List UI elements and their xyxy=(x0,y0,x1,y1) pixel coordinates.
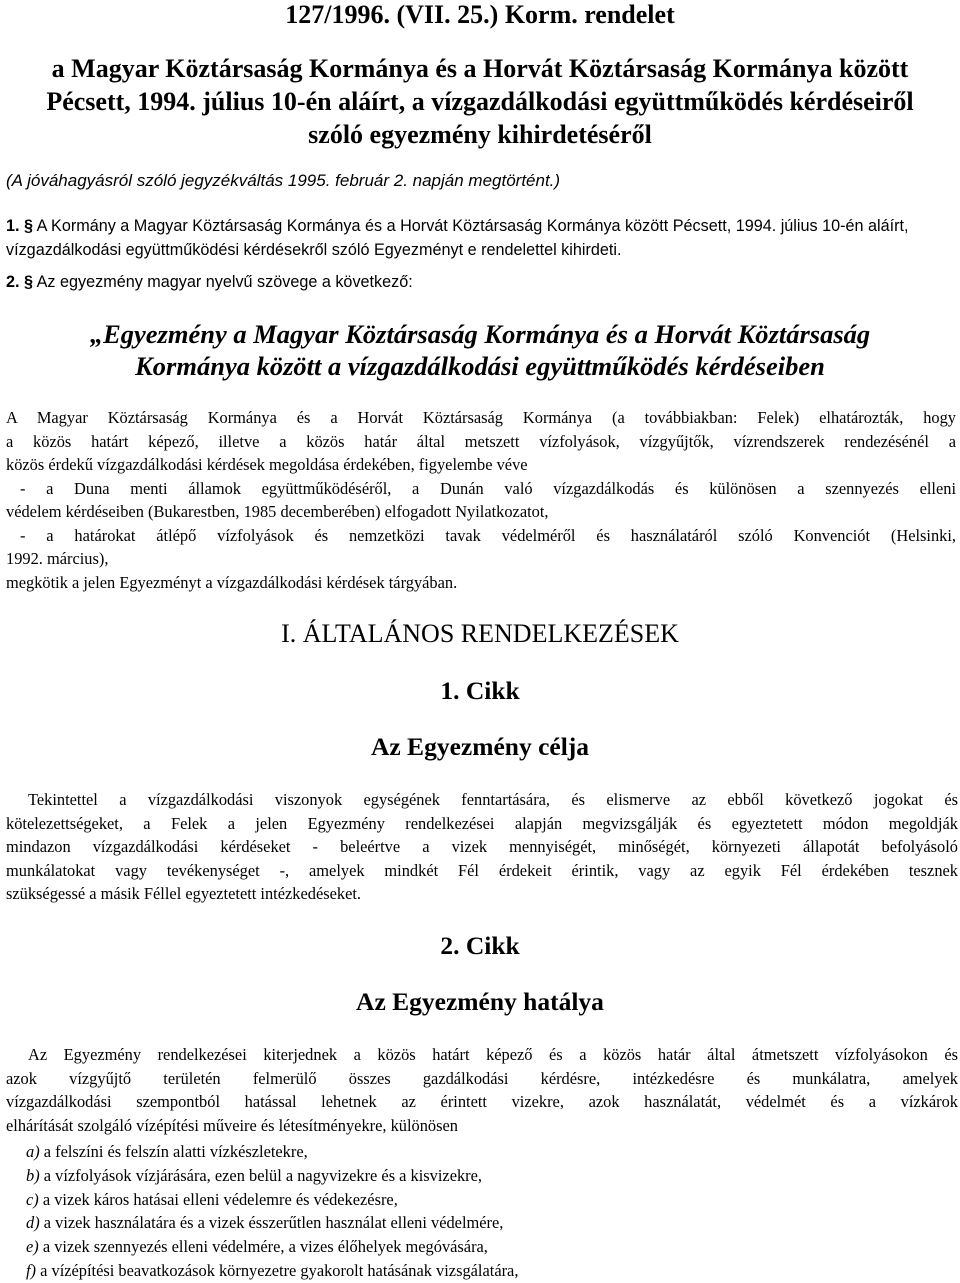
list-item xyxy=(26,1164,518,1188)
decree-title-line: szóló egyezmény kihirdetéséről xyxy=(308,120,652,149)
section-1-number: 1. § xyxy=(6,217,34,235)
decree-title-line: a Magyar Köztársaság Kormánya és a Horvát Köztársaság Kormánya között xyxy=(51,54,909,83)
article-1-line: mindazon vízgazdálkodási kérdéseket - beleértve a vizek mennyiségét, minőségét, környezeti állapotát befolyásoló xyxy=(6,837,958,856)
section-1-paragraph xyxy=(6,214,956,262)
section-2-text: Az egyezmény magyar nyelvű szövege a következő: xyxy=(36,273,413,291)
list-item-mark: c) xyxy=(26,1189,39,1209)
decree-title-line: Pécsett, 1994. július 10-én aláírt, a vízgazdálkodási együttműködés kérdéseiről xyxy=(46,87,914,116)
list-item-text: a vizek káros hatásai elleni védelemre és védekezésre, xyxy=(42,1189,398,1209)
preamble-line: a közös határt képező, illetve a közös határ által metszett vízfolyások, vízgyűjtők, vízrendszerek rendezésénél a xyxy=(6,431,956,451)
article-1-body xyxy=(6,788,958,906)
preamble-line: közös érdekű vízgazdálkodási kérdések megoldása érdekében, figyelembe véve xyxy=(6,455,528,474)
article-1-line: szükségessé a másik Féllel egyeztetett intézkedéseket. xyxy=(6,884,361,903)
article-1-line: kötelezettségeket, a Felek a jelen Egyezmény rendelkezései alapján megvizsgálják és egyeztetett módon megoldják xyxy=(6,813,958,833)
preamble-line: megkötik a jelen Egyezményt a vízgazdálkodási kérdések tárgyában. xyxy=(6,572,458,592)
article-2-number: 2. Cikk xyxy=(440,931,520,960)
list-item xyxy=(26,1188,518,1212)
chapter-heading: I. ÁLTALÁNOS RENDELKEZÉSEK xyxy=(281,619,679,648)
article-2-heading: Az Egyezmény hatálya xyxy=(356,987,604,1016)
list-item xyxy=(26,1140,518,1164)
article-1-heading: Az Egyezmény célja xyxy=(370,732,590,761)
preamble-line: - a határokat átlépő vízfolyások és nemzetközi tavak védelméről és használatáról szóló Konvenciót (Helsinki, xyxy=(20,525,956,545)
list-item-text: a vizek szennyezés elleni védelmére, a vizes élőhelyek megóvására, xyxy=(42,1237,488,1257)
preamble xyxy=(6,406,956,594)
article-2-list xyxy=(26,1140,518,1283)
article-2-body xyxy=(6,1043,958,1137)
agreement-title-line: „Egyezmény a Magyar Köztársaság Kormánya és a Horvát Köztársaság xyxy=(89,319,871,349)
list-item-mark: e) xyxy=(26,1237,39,1257)
list-item-mark: d) xyxy=(26,1213,40,1233)
article-1-number: 1. Cikk xyxy=(440,676,520,705)
list-item-text: a vizek használatára és a vizek ésszerűtlen használat elleni védelmére, xyxy=(43,1213,504,1233)
agreement-title xyxy=(0,318,960,382)
section-1-text: A Kormány a Magyar Köztársaság Kormánya és a Horvát Köztársaság Kormánya között Pécsett, 1994. július 10-én aláírt, vízgazdálkodási együttműködési kérdésekről szóló Egyezményt e rendelettel kihirdeti. xyxy=(6,217,909,259)
article-1-line: Tekintettel a vízgazdálkodási viszonyok egységének fenntartására, és elismerve az ebből következő jogokat és xyxy=(28,790,958,809)
article-2-line: azok vízgyűjtő területén felmerülő összes gazdálkodási kérdésre, intézkedésre és munkálatra, amelyek xyxy=(6,1068,958,1088)
article-2-line: Az Egyezmény rendelkezései kiterjednek a közös határt képező és a közös határ által átmetszett vízfolyásokon és xyxy=(28,1045,958,1064)
list-item-text: a vízépítési beavatkozások környezetre gyakorolt hatásának vizsgálatára, xyxy=(40,1260,519,1280)
article-2-line: elhárítását szolgáló vízépítési műveire és létesítményekre, különösen xyxy=(6,1115,458,1135)
list-item-mark: f) xyxy=(26,1260,37,1280)
list-item xyxy=(26,1235,518,1259)
list-item-text: a felszíni és felszín alatti vízkészletekre, xyxy=(43,1142,308,1161)
list-item-text: a vízfolyások vízjárására, ezen belül a nagyvizekre és a kisvizekre, xyxy=(43,1165,482,1185)
section-2-number: 2. § xyxy=(6,273,34,291)
list-item xyxy=(26,1211,518,1235)
list-item-mark: a) xyxy=(26,1142,40,1161)
section-2-paragraph xyxy=(6,270,413,294)
preamble-line: 1992. március), xyxy=(6,549,109,568)
article-2-line: vízgazdálkodási szempontból hatással lehetnek az érintett vizekre, azok használatát, védelmét és a vízkárok xyxy=(6,1092,958,1111)
preamble-line: - a Duna menti államok együttműködéséről, a Dunán való vízgazdálkodás és különösen a szennyezés elleni xyxy=(20,478,956,498)
agreement-title-line: Kormánya között a vízgazdálkodási együttműködés kérdéseiben xyxy=(135,351,825,381)
preamble-line: A Magyar Köztársaság Kormánya és a Horvát Köztársaság Kormánya (a továbbiakban: Felek) elhatározták, hogy xyxy=(6,408,956,427)
list-item xyxy=(26,1259,518,1283)
list-item-mark: b) xyxy=(26,1165,40,1185)
article-1-line: munkálatokat vagy tevékenységet -, amelyek mindkét Fél érdekeit érintik, vagy az egyik Fél érdekében tesznek xyxy=(6,860,958,880)
decree-number-title: 127/1996. (VII. 25.) Korm. rendelet xyxy=(285,0,675,29)
preamble-line: védelem kérdéseiben (Bukarestben, 1985 decemberében) elfogadott Nyilatkozatot, xyxy=(6,502,549,521)
approval-note: (A jóváhagyásról szóló jegyzékváltás 1995. február 2. napján megtörtént.) xyxy=(6,171,561,190)
